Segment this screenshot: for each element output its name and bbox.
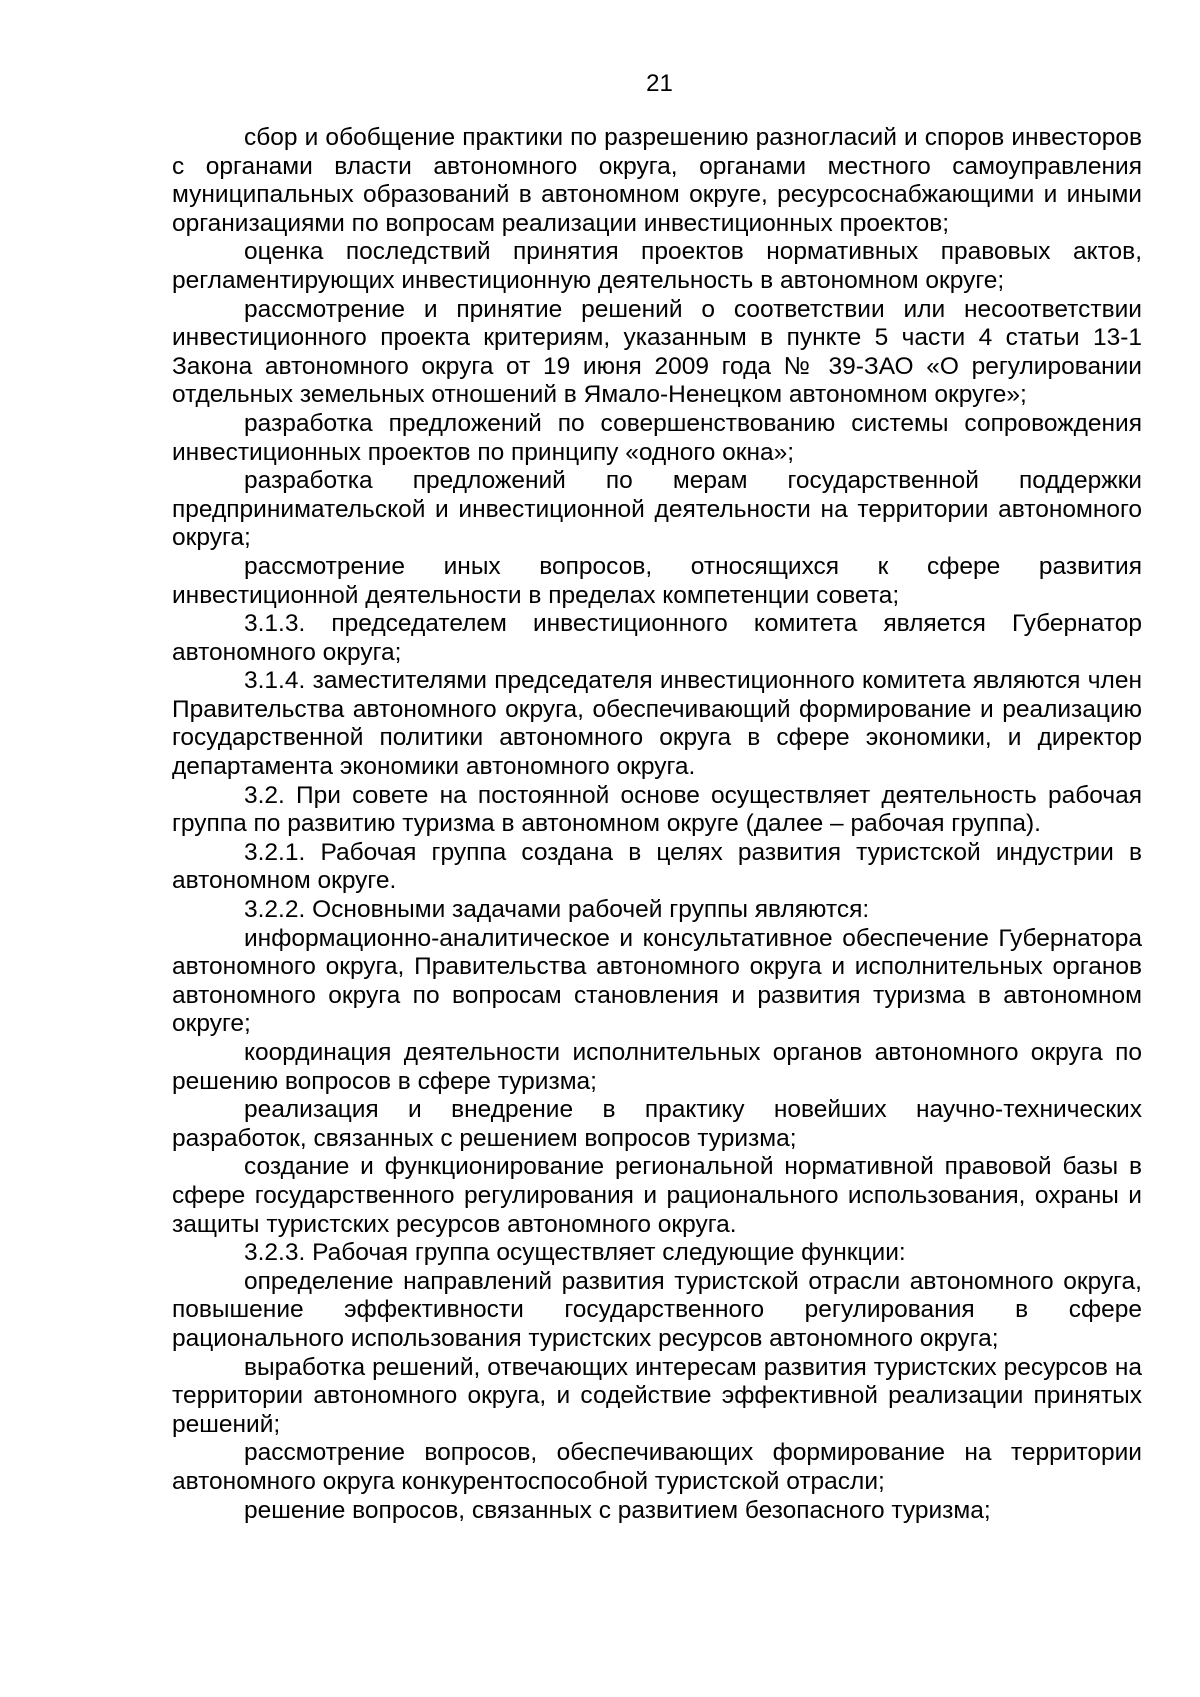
paragraph: решение вопросов, связанных с развитием безопасного туризма; bbox=[244, 1496, 991, 1524]
document-body bbox=[172, 124, 1142, 1525]
page-number: 21 bbox=[646, 70, 673, 97]
paragraph: рассмотрение вопросов, обеспечивающих формирование на территории автономного округа конкурентоспособной туристской отрасли; bbox=[172, 1439, 1142, 1495]
paragraph: координация деятельности исполнительных органов автономного округа по решению вопросов в сфере туризма; bbox=[172, 1039, 1142, 1095]
paragraph: разработка предложений по мерам государственной поддержки предпринимательской и инвестиционной деятельности на территории автономного округа; bbox=[172, 467, 1142, 552]
paragraph: рассмотрение и принятие решений о соответствии или несоответствии инвестиционного проекта критериям, указанным в пункте 5 части 4 статьи 13-1 Закона автономного округа от 19 июня 2009 года № 39-ЗАО «О регулировании отдельных земельных отношений в Ямало-Ненецком автономном округе»; bbox=[172, 295, 1142, 409]
paragraph: рассмотрение иных вопросов, относящихся к сфере развития инвестиционной деятельности в пределах компетенции совета; bbox=[172, 552, 1142, 609]
paragraph: 3.2.3. Рабочая группа осуществляет следующие функции: bbox=[244, 1239, 906, 1267]
paragraph: реализация и внедрение в практику новейших научно-технических разработок, связанных с решением вопросов туризма; bbox=[172, 1096, 1142, 1152]
paragraph: создание и функционирование региональной нормативной правовой базы в сфере государственного регулирования и рационального использования, охраны и защиты туристских ресурсов автономного округа. bbox=[172, 1153, 1142, 1238]
paragraph: 3.1.3. председателем инвестиционного комитета является Губернатор автономного округа; bbox=[172, 610, 1142, 666]
paragraph: определение направлений развития туристской отрасли автономного округа, повышение эффективности государственного регулирования в сфере рационального использования туристских ресурсов автономного округа; bbox=[172, 1267, 1142, 1352]
paragraph: 3.2.2. Основными задачами рабочей группы являются: bbox=[244, 896, 870, 924]
paragraph: выработка решений, отвечающих интересам развития туристских ресурсов на территории автономного округа, и содействие эффективной реализации принятых решений; bbox=[172, 1353, 1142, 1438]
paragraph: 3.2.1. Рабочая группа создана в целях развития туристской индустрии в автономном округе. bbox=[172, 838, 1142, 895]
paragraph: разработка предложений по совершенствованию системы сопровождения инвестиционных проектов по принципу «одного окна»; bbox=[172, 409, 1142, 466]
paragraph: сбор и обобщение практики по разрешению разногласий и споров инвесторов с органами власти автономного округа, органами местного самоуправления муниципальных образований в автономном округе, ресурсоснабжающими и иными организациями по вопросам реализации инвестиционных проектов; bbox=[172, 124, 1142, 237]
paragraph: оценка последствий принятия проектов нормативных правовых актов, регламентирующих инвестиционную деятельность в автономном округе; bbox=[172, 238, 1142, 294]
paragraph: информационно-аналитическое и консультативное обеспечение Губернатора автономного округа, Правительства автономного округа и исполнительных органов автономного округа по вопросам становления и развития туризма в автономном округе; bbox=[172, 924, 1142, 1038]
paragraph: 3.1.4. заместителями председателя инвестиционного комитета являются член Правительства автономного округа, обеспечивающий формирование и реализацию государственной политики автономного округа в сфере экономики, и директор департамента экономики автономного округа. bbox=[172, 667, 1142, 781]
paragraph: 3.2. При совете на постоянной основе осуществляет деятельность рабочая группа по развитию туризма в автономном округе (далее – рабочая группа). bbox=[172, 781, 1142, 838]
